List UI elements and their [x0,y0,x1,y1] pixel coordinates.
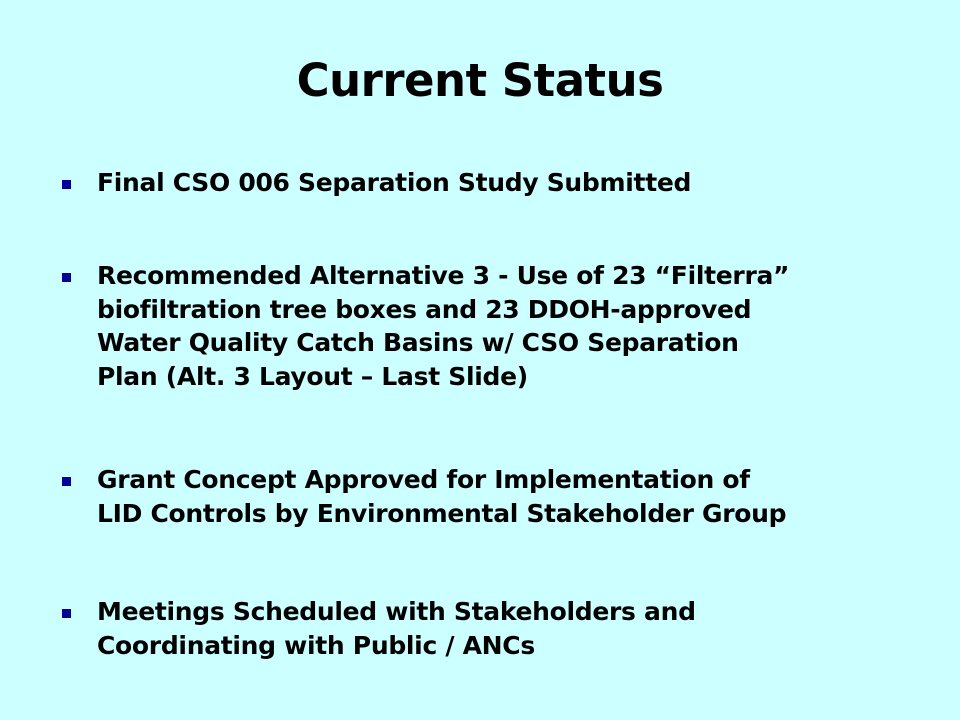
bullet-line: biofiltration tree boxes and 23 DDOH-approved [97,294,752,324]
slide-title: Current Status [296,54,664,107]
square-bullet-icon [62,273,71,282]
bullet-line: Final CSO 006 Separation Study Submitted [97,168,692,197]
bullet-text [97,166,927,200]
bullet-line: Grant Concept Approved for Implementation of [97,465,750,494]
bullet-line: Plan (Alt. 3 Layout – Last Slide) [97,361,528,391]
square-bullet-icon [62,180,71,189]
bullet-line: Meetings Scheduled with Stakeholders and [97,597,696,626]
bullet-line: Water Quality Catch Basins w/ CSO Separation [97,328,739,357]
bullet-text [97,595,927,662]
square-bullet-icon [62,609,71,618]
bullet-text [97,259,927,393]
bullet-text [97,463,927,530]
bullet-line: Recommended Alternative 3 - Use of 23 “Filterra” [97,261,790,290]
square-bullet-icon [62,477,71,486]
bullet-line: LID Controls by Environmental Stakeholder Group [97,498,787,528]
bullet-line: Coordinating with Public / ANCs [97,630,535,660]
